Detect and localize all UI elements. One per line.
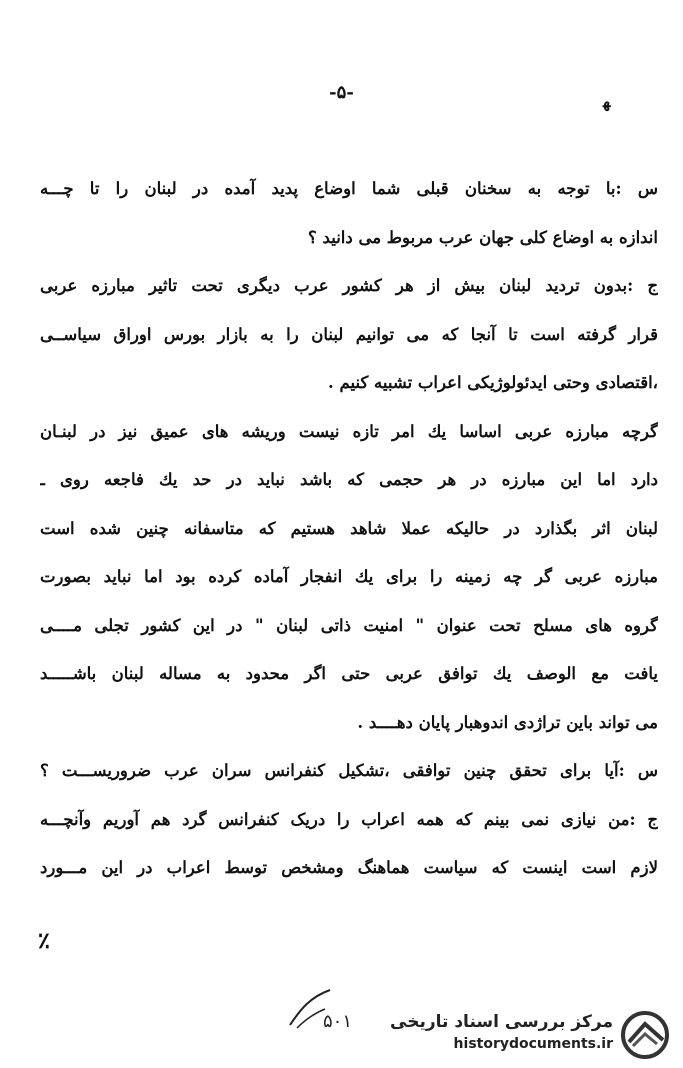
text-line: لبنان اثر بگذارد در حالیکه عملا شاهد هستیم که متاسفانه چنین شده است	[40, 518, 658, 538]
text-line: ج :من نیازی نمی بینم که همه اعراب را دریک کنفرانس گرد هم آوریم وآنچـــه	[40, 809, 658, 829]
text-line: گروه های مسلح تحت عنوان " امنیت ذاتی لبنان " در این کشور تجلی مــــی	[40, 615, 658, 635]
body-text	[40, 165, 658, 893]
text-line: لازم است اینست که سیاست هماهنگ ومشخص توسط اعراب در این مـــورد	[40, 858, 658, 877]
text-line: قرار گرفته است تا آنجا که می توانیم لبنان را به بازار بورس اوراق سیاســی	[40, 324, 658, 344]
watermark	[390, 1010, 675, 1060]
text-line: دارد اما این مبارزه در هر حجمی که باشد نباید در حد یك فاجعه روی ـ	[40, 470, 658, 489]
watermark-url: historydocuments.ir	[453, 1036, 613, 1052]
text-line: س :آیا برای تحقق چنین توافقی ،تشکیل کنفرانس سران عرب ضروریســـت ؟	[40, 761, 658, 780]
page-number: -۵-	[329, 82, 354, 103]
handwritten-signature	[285, 985, 365, 1030]
text-line: س :با توجه به سخنان قبلی شما اوضاع پدید آمده در لبنان را تا چـــه	[40, 179, 658, 198]
margin-mark: ٪	[38, 928, 50, 954]
text-line: یافت مع الوصف یك توافق عربی حتی اگر محدود به مساله لبنان باشـــــد	[40, 664, 658, 683]
text-line: ج :بدون تردید لبنان بیش از هر کشور عرب دیگری تحت تاثیر مبارزه عربی	[40, 276, 658, 295]
corner-mark: ﻬ	[603, 92, 611, 111]
text-line: مبارزه عربی گر چه زمینه را برای یك انفجار آماده کرده بود اما نباید بصورت	[40, 567, 658, 586]
archive-logo-icon	[619, 1010, 671, 1060]
text-line: می تواند باین تراژدی اندوهبار پایان دهــــد .	[357, 712, 658, 732]
watermark-title: مرکز بررسی اسناد تاریخی	[390, 1012, 613, 1032]
text-line: گرچه مبارزه عربی اساسا یك امر تازه نیست وریشه های عمیق نیز در لبنـان	[40, 421, 658, 441]
signature-number: ۵۰۱	[323, 1011, 353, 1030]
text-line: ،اقتصادی وحتی ایدئولوژیکی اعراب تشبیه کنیم .	[328, 373, 658, 392]
text-line: اندازه به اوضاع کلی جهان عرب مربوط می دانید ؟	[308, 227, 658, 247]
